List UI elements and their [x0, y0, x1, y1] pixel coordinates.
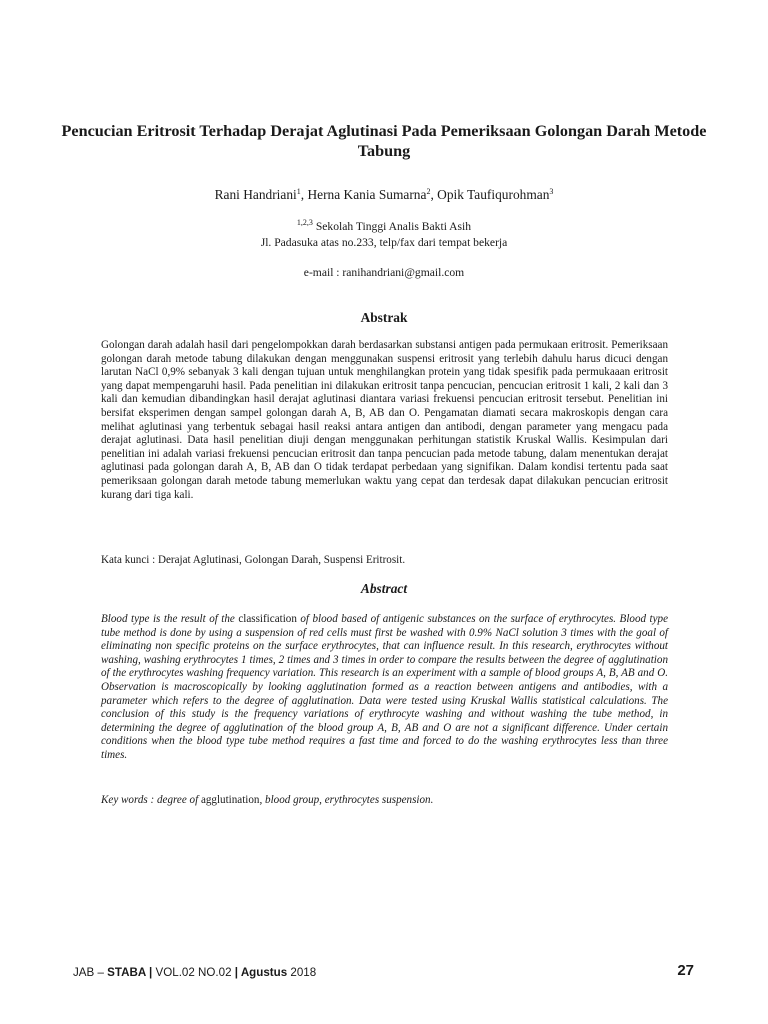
author-name: Opik Taufiqurohman — [437, 187, 550, 202]
key-words — [101, 794, 668, 808]
kata-kunci: Kata kunci : Derajat Aglutinasi, Golongan Darah, Suspensi Eritrosit. — [101, 554, 406, 566]
key-words-upright: agglutination — [200, 794, 260, 806]
footer-year: 2018 — [287, 966, 317, 979]
footer-journal: JAB — [73, 966, 95, 979]
abstrak-heading: Abstrak — [360, 310, 408, 325]
page-footer — [73, 966, 316, 980]
footer-volume: VOL.02 NO.02 — [155, 966, 232, 979]
abstrak-text: Golongan darah adalah hasil dari pengelompokkan darah berdasarkan substansi antigen pada permukaan eritrosit. Pemeriksaan golongan darah metode tabung dilakukan dengan menggunakan suspensi eritrosit yang terlebih dahulu harus dicuci dengan larutan NaCl 0,9% sebanyak 3 kali dengan tujuan untuk menghilangkan protein yang tidak spesifik pada permukaaan eritrosit yang dapat mempengaruhi hasil. Pada penelitian ini dilakukan eritrosit tanpa pencucian, pencucian eritrosit 1 kali, 2 kali dan 3 kali dan kemudian dibandingkan hasil derajat aglutinasi diantara variasi frekuensi pencucian eritrosit tersebut. Penelitian ini bersifat eksperimen dengan sampel golongan darah A, B, AB dan O. Pengamatan diamati secara makroskopis dengan cara melihat aglutinasi yang terbentuk sebagai hasil reaksi antara antigen dan antibodi, dengan parameter yang mengacu pada derajat aglutinasi. Data hasil penelitian diuji dengan menggunakan perhitungan statistik Kruskal Wallis. Kesimpulan dari penelitian ini adalah variasi frekuensi pencucian eritrosit dan tanpa pencucian pada metode tabung, dalam menentukan derajat aglutinasi pada golongan darah A, B, AB dan O tidak terdapat perbedaan yang signifikan. Dalam kondisi tertentu pada saat pemeriksaan golongan darah metode tabung memerlukan waktu yang cepat dan terdesak dapat dilakukan pencucian eritrosit kurang dari tiga kali. — [101, 339, 668, 501]
affiliation-superscript: 1,2,3 — [296, 218, 313, 227]
author-superscript: 1 — [296, 187, 301, 196]
key-words-rest: , blood group, erythrocytes suspension. — [259, 794, 434, 806]
author-email: e-mail : ranihandriani@gmail.com — [303, 266, 465, 279]
abstract-text-rest: of blood based of antigenic substances on the surface of erythrocytes. Blood type tube method is done by using a suspension of red cells must first be washed with 0.9% NaCl solution 3 times with the goal of eliminating non specific proteins on the surface erythrocytes, that can influence result. In this research, erythrocytes without washing, washing erythrocytes 1 times, 2 times and 3 times in order to compare the results between the degree of agglutination of the erythrocytes washing frequency variation. This research is an experiment with a sample of blood groups A, B, AB and O. Observation is macroscopically by looking agglutination formed as a reaction between antigens and antibodies, with a parameter which refers to the degree of agglutination. Data were tested using Kruskal Wallis statistical calculations. The conclusion of this study is the frequency variations of erythrocyte washing and without washing the tube method, in determining the degree of agglutination of the blood group A, B, AB and O are not a significant difference. Under certain conditions when the blood type tube method requires a fast time and forced to do the washing erythrocytes less than three times. — [101, 613, 668, 761]
author-superscript: 2 — [426, 187, 431, 196]
key-words-start: Key words : degree of — [101, 794, 201, 806]
affiliation-block — [60, 219, 708, 251]
author-list — [60, 186, 708, 204]
footer-separator: | — [145, 966, 156, 979]
author-separator: , — [430, 187, 438, 202]
abstract-heading: Abstract — [360, 581, 408, 596]
footer-month: Agustus — [240, 966, 288, 979]
footer-separator: | — [231, 966, 241, 979]
author-separator: , — [300, 187, 308, 202]
author-name: Rani Handriani — [214, 187, 297, 202]
footer-dash: – — [94, 966, 108, 979]
affiliation-institution — [60, 219, 708, 235]
affiliation-name: Sekolah Tinggi Analis Bakti Asih — [312, 220, 472, 233]
affiliation-address: Jl. Padasuka atas no.233, telp/fax dari tempat bekerja — [260, 236, 508, 249]
author-superscript: 3 — [549, 187, 554, 196]
abstract-text — [101, 613, 668, 763]
author-name: Herna Kania Sumarna — [307, 187, 427, 202]
footer-staba: STABA — [107, 966, 146, 979]
abstract-text-start: Blood type is the result of the — [101, 613, 239, 625]
paper-title: Pencucian Eritrosit Terhadap Derajat Aglutinasi Pada Pemeriksaan Golongan Darah Metode Tabung — [61, 122, 707, 160]
abstract-upright-word: classification — [238, 613, 297, 625]
page-number: 27 — [677, 962, 694, 979]
